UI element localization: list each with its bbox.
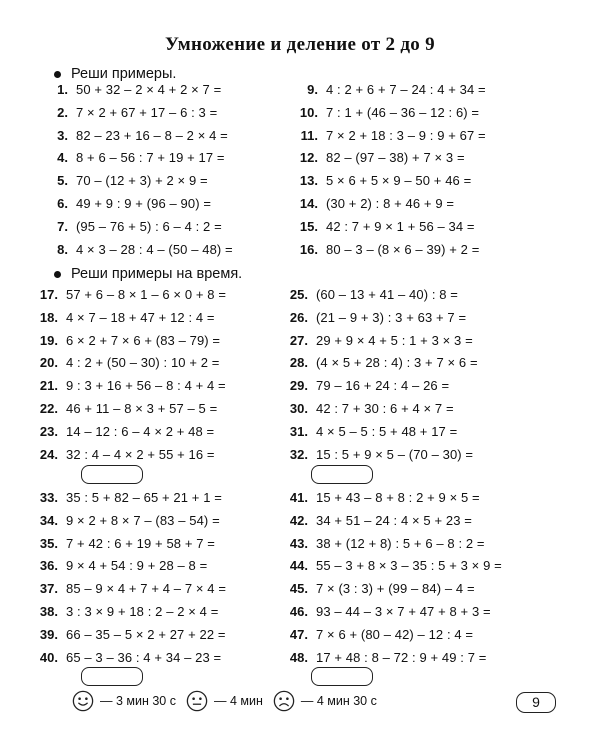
page-title: Умножение и деление от 2 до 9 [165, 34, 435, 55]
exercise-number: 18. [39, 309, 58, 325]
exercise-row [28, 510, 226, 533]
exercise-row [28, 375, 226, 398]
exercise-row [278, 284, 478, 307]
exercise-number: 36. [39, 558, 58, 574]
exercise-column [28, 487, 226, 669]
exercise-number: 42. [289, 512, 308, 528]
exercise-expression: (60 – 13 + 41 – 40) : 8 = [316, 287, 458, 302]
exercise-expression: 66 – 35 – 5 × 2 + 27 + 22 = [66, 626, 226, 642]
exercise-row [28, 330, 226, 353]
exercise-expression: 32 : 4 – 4 × 2 + 55 + 16 = [66, 446, 215, 462]
exercise-number: 7. [57, 218, 68, 234]
exercise-row [278, 421, 478, 444]
exercise-expression: 7 : 1 + (46 – 36 – 12 : 6) = [326, 104, 480, 120]
exercise-expression: 4 : 2 + (50 – 30) : 10 + 2 = [66, 355, 220, 371]
exercise-number: 15. [299, 218, 318, 234]
exercise-row [28, 398, 226, 421]
exercise-row [38, 170, 233, 193]
exercise-expression: (4 × 5 + 28 : 4) : 3 + 7 × 6 = [316, 355, 478, 371]
instruction-label: Реши примеры на время. [71, 266, 243, 282]
exercise-expression: (95 – 76 + 5) : 6 – 4 : 2 = [76, 218, 222, 234]
exercise-expression: 57 + 6 – 8 × 1 – 6 × 0 + 8 = [66, 287, 227, 302]
exercise-row [278, 624, 502, 647]
exercise-row [278, 444, 478, 467]
exercise-row [288, 125, 486, 148]
exercise-column [278, 284, 478, 466]
exercise-row [38, 79, 233, 102]
time-answer-box[interactable] [311, 667, 373, 686]
exercise-expression: 4 × 5 – 5 : 5 + 48 + 17 = [316, 423, 458, 439]
exercise-number: 32. [289, 446, 308, 462]
exercise-number: 44. [289, 558, 308, 574]
exercise-expression: 15 + 43 – 8 + 8 : 2 + 9 × 5 = [316, 490, 480, 505]
exercise-number: 6. [57, 195, 68, 211]
page-number: 9 [516, 692, 556, 713]
happy-face-icon [72, 690, 94, 712]
exercise-number: 39. [39, 626, 58, 642]
exercise-number: 24. [39, 446, 58, 462]
exercise-expression: 82 – (97 – 38) + 7 × 3 = [326, 150, 465, 166]
time-ok: — 4 мин [213, 694, 263, 708]
exercise-expression: 7 + 42 : 6 + 19 + 58 + 7 = [66, 535, 215, 551]
exercise-row [278, 510, 502, 533]
exercise-expression: 6 × 2 + 7 × 6 + (83 – 79) = [66, 332, 221, 348]
exercise-expression: 15 : 5 + 9 × 5 – (70 – 30) = [316, 446, 474, 462]
bullet-icon [54, 71, 61, 78]
exercise-number: 25. [289, 287, 308, 302]
exercise-column [278, 487, 502, 669]
time-answer-box[interactable] [81, 465, 143, 484]
exercise-row [288, 79, 486, 102]
exercise-row [278, 352, 478, 375]
exercise-expression: 9 × 4 + 54 : 9 + 28 – 8 = [66, 558, 208, 574]
exercise-number: 28. [289, 355, 308, 371]
exercise-row [28, 307, 226, 330]
exercise-number: 33. [39, 490, 58, 505]
exercise-row [28, 444, 226, 467]
exercise-number: 29. [289, 378, 308, 394]
exercise-number: 2. [57, 104, 68, 120]
exercise-row [28, 624, 226, 647]
neutral-face-icon [186, 690, 208, 712]
instruction-2 [54, 266, 242, 282]
exercise-number: 31. [289, 423, 308, 439]
exercise-expression: 82 – 23 + 16 – 8 – 2 × 4 = [76, 127, 228, 143]
exercise-column [288, 79, 486, 261]
exercise-number: 5. [57, 173, 68, 189]
exercise-row [28, 647, 226, 670]
time-answer-box[interactable] [81, 667, 143, 686]
exercise-number: 45. [289, 581, 308, 597]
exercise-number: 1. [57, 82, 68, 97]
exercise-row [38, 216, 233, 239]
exercise-expression: 7 × 6 + (80 – 42) – 12 : 4 = [316, 626, 474, 642]
exercise-expression: 9 × 2 + 8 × 7 – (83 – 54) = [66, 512, 220, 528]
exercise-row [28, 601, 226, 624]
exercise-row [28, 421, 226, 444]
exercise-row [278, 330, 478, 353]
exercise-number: 37. [39, 581, 58, 597]
exercise-expression: 70 – (12 + 3) + 2 × 9 = [76, 173, 208, 189]
exercise-expression: (21 – 9 + 3) : 3 + 63 + 7 = [316, 309, 467, 325]
exercise-column [28, 284, 226, 466]
time-legend [72, 690, 387, 712]
time-answer-box[interactable] [311, 465, 373, 484]
exercise-row [38, 193, 233, 216]
exercise-expression: 29 + 9 × 4 + 5 : 1 + 3 × 3 = [316, 332, 473, 348]
exercise-number: 22. [39, 400, 58, 416]
exercise-number: 23. [39, 423, 58, 439]
exercise-expression: 49 + 9 : 9 + (96 – 90) = [76, 195, 212, 211]
exercise-row [288, 193, 486, 216]
exercise-expression: 55 – 3 + 8 × 3 – 35 : 5 + 3 × 9 = [316, 558, 502, 574]
exercise-expression: 42 : 7 + 30 : 6 + 4 × 7 = [316, 400, 454, 416]
exercise-row [288, 147, 486, 170]
exercise-number: 47. [289, 626, 308, 642]
exercise-expression: 38 + (12 + 8) : 5 + 6 – 8 : 2 = [316, 535, 485, 551]
exercise-expression: 8 + 6 – 56 : 7 + 19 + 17 = [76, 150, 225, 166]
exercise-row [278, 601, 502, 624]
exercise-row [278, 487, 502, 510]
exercise-row [278, 533, 502, 556]
exercise-number: 17. [39, 287, 58, 302]
exercise-row [278, 555, 502, 578]
exercise-row [278, 647, 502, 670]
exercise-expression: 14 – 12 : 6 – 4 × 2 + 48 = [66, 423, 215, 439]
exercise-number: 30. [289, 400, 308, 416]
exercise-row [288, 239, 486, 262]
exercise-expression: 9 : 3 + 16 + 56 – 8 : 4 + 4 = [66, 378, 226, 394]
exercise-expression: 5 × 6 + 5 × 9 – 50 + 46 = [326, 173, 472, 189]
exercise-expression: 4 : 2 + 6 + 7 – 24 : 4 + 34 = [326, 82, 486, 97]
exercise-number: 21. [39, 378, 58, 394]
exercise-column [38, 79, 233, 261]
exercise-expression: 46 + 11 – 8 × 3 + 57 – 5 = [66, 400, 218, 416]
exercise-number: 4. [57, 150, 68, 166]
exercise-row [28, 555, 226, 578]
exercise-number: 12. [299, 150, 318, 166]
exercise-number: 13. [299, 173, 318, 189]
exercise-number: 35. [39, 535, 58, 551]
exercise-row [28, 578, 226, 601]
exercise-expression: 80 – 3 – (8 × 6 – 39) + 2 = [326, 241, 480, 257]
exercise-expression: 35 : 5 + 82 – 65 + 21 + 1 = [66, 490, 222, 505]
exercise-number: 19. [39, 332, 58, 348]
exercise-number: 43. [289, 535, 308, 551]
exercise-number: 10. [299, 104, 318, 120]
exercise-row [278, 375, 478, 398]
exercise-number: 9. [307, 82, 318, 97]
exercise-number: 46. [289, 603, 308, 619]
exercise-row [38, 125, 233, 148]
exercise-number: 26. [289, 309, 308, 325]
exercise-row [278, 578, 502, 601]
exercise-number: 40. [39, 649, 58, 665]
exercise-expression: 7 × (3 : 3) + (99 – 84) – 4 = [316, 581, 475, 597]
exercise-row [278, 307, 478, 330]
exercise-expression: 42 : 7 + 9 × 1 + 56 – 34 = [326, 218, 475, 234]
exercise-row [288, 170, 486, 193]
exercise-expression: 79 – 16 + 24 : 4 – 26 = [316, 378, 450, 394]
exercise-row [278, 398, 478, 421]
exercise-expression: 93 – 44 – 3 × 7 + 47 + 8 + 3 = [316, 603, 491, 619]
exercise-number: 48. [289, 649, 308, 665]
exercise-expression: 4 × 7 – 18 + 47 + 12 : 4 = [66, 309, 215, 325]
exercise-expression: (30 + 2) : 8 + 46 + 9 = [326, 195, 455, 211]
exercise-number: 41. [289, 490, 308, 505]
exercise-number: 16. [299, 241, 318, 257]
bullet-icon [54, 271, 61, 278]
exercise-row [38, 239, 233, 262]
exercise-expression: 4 × 3 – 28 : 4 – (50 – 48) = [76, 241, 233, 257]
exercise-row [288, 102, 486, 125]
exercise-expression: 3 : 3 × 9 + 18 : 2 – 2 × 4 = [66, 603, 219, 619]
exercise-expression: 7 × 2 + 67 + 17 – 6 : 3 = [76, 104, 218, 120]
exercise-number: 8. [57, 241, 68, 257]
exercise-expression: 85 – 9 × 4 + 7 + 4 – 7 × 4 = [66, 581, 227, 597]
exercise-expression: 65 – 3 – 36 : 4 + 34 – 23 = [66, 649, 222, 665]
exercise-number: 14. [299, 195, 318, 211]
instruction-label: Реши примеры. [71, 66, 177, 82]
sad-face-icon [273, 690, 295, 712]
exercise-number: 27. [289, 332, 308, 348]
exercise-row [28, 487, 226, 510]
exercise-expression: 17 + 48 : 8 – 72 : 9 + 49 : 7 = [316, 649, 487, 665]
exercise-number: 20. [39, 355, 58, 371]
time-slow: — 4 мин 30 с [300, 694, 377, 708]
exercise-expression: 7 × 2 + 18 : 3 – 9 : 9 + 67 = [326, 127, 486, 143]
exercise-expression: 34 + 51 – 24 : 4 × 5 + 23 = [316, 512, 472, 528]
exercise-row [288, 216, 486, 239]
exercise-number: 11. [300, 127, 318, 143]
exercise-number: 34. [39, 512, 58, 528]
exercise-number: 38. [39, 603, 58, 619]
exercise-row [38, 147, 233, 170]
exercise-row [28, 352, 226, 375]
exercise-row [28, 533, 226, 556]
exercise-row [28, 284, 226, 307]
exercise-expression: 50 + 32 – 2 × 4 + 2 × 7 = [76, 82, 222, 97]
exercise-number: 3. [57, 127, 68, 143]
time-good: — 3 мин 30 с [100, 694, 176, 708]
exercise-row [38, 102, 233, 125]
